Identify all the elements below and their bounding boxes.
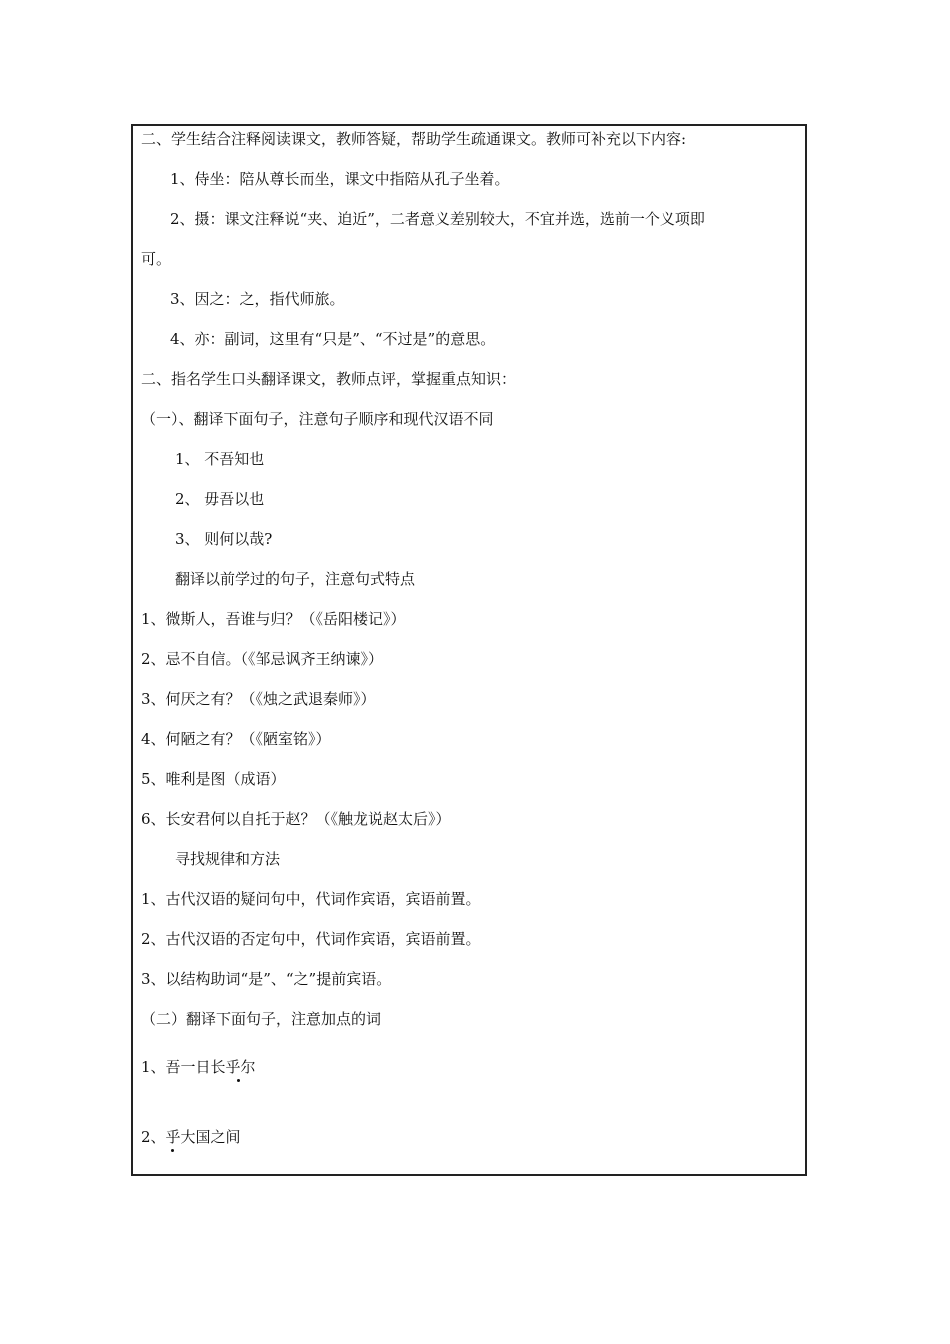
section-2-heading: 二、学生结合注释阅读课文，教师答疑，帮助学生疏通课文。教师可补充以下内容: bbox=[141, 130, 687, 148]
dotted-sentence-2: 2、乎大国之间 bbox=[141, 1128, 241, 1146]
rule-2: 2、古代汉语的否定句中，代词作宾语，宾语前置。 bbox=[141, 930, 481, 948]
subsection-1-heading: （一）、翻译下面句子，注意句子顺序和现代汉语不同 bbox=[141, 410, 494, 428]
subsection-2-heading: （二）翻译下面句子，注意加点的词 bbox=[141, 1010, 382, 1028]
emphasis-dot-hu bbox=[171, 1149, 174, 1152]
note-3: 3、因之：之，指代师旅。 bbox=[170, 290, 345, 308]
rules-heading: 寻找规律和方法 bbox=[175, 850, 281, 868]
review-item-3: 3、何厌之有？（《烛之武退秦师》） bbox=[141, 690, 376, 708]
dotted-sentence-1: 1、吾一日长乎尔 bbox=[141, 1058, 256, 1076]
review-item-5: 5、唯利是图（成语） bbox=[141, 770, 286, 788]
sentence-2: 2、 毋吾以也 bbox=[175, 490, 265, 508]
sentence-1: 1、 不吾知也 bbox=[175, 450, 265, 468]
rule-3: 3、以结构助词“是”、“之”提前宾语。 bbox=[141, 970, 392, 988]
note-2-continued: 可。 bbox=[141, 250, 172, 268]
note-4: 4、亦：副词，这里有“只是”、“不过是”的意思。 bbox=[170, 330, 496, 348]
review-item-4: 4、何陋之有？（《陋室铭》） bbox=[141, 730, 331, 748]
review-heading: 翻译以前学过的句子，注意句式特点 bbox=[175, 570, 416, 588]
review-item-2: 2、忌不自信。（《邹忌讽齐王纳谏》） bbox=[141, 650, 384, 668]
review-item-1: 1、微斯人，吾谁与归？（《岳阳楼记》） bbox=[141, 610, 406, 628]
section-translation-heading: 二、指名学生口头翻译课文，教师点评，掌握重点知识： bbox=[141, 370, 517, 388]
emphasis-dot-hu bbox=[237, 1079, 240, 1082]
rule-1: 1、古代汉语的疑问句中，代词作宾语，宾语前置。 bbox=[141, 890, 481, 908]
note-2: 2、摄：课文注释说“夹、迫近”，二者意义差别较大，不宜并选，选前一个义项即 bbox=[170, 210, 705, 228]
review-item-6: 6、长安君何以自托于赵？（《触龙说赵太后》） bbox=[141, 810, 451, 828]
sentence-3: 3、 则何以哉? bbox=[175, 530, 273, 548]
note-1: 1、侍坐：陪从尊长而坐，课文中指陪从孔子坐着。 bbox=[170, 170, 510, 188]
